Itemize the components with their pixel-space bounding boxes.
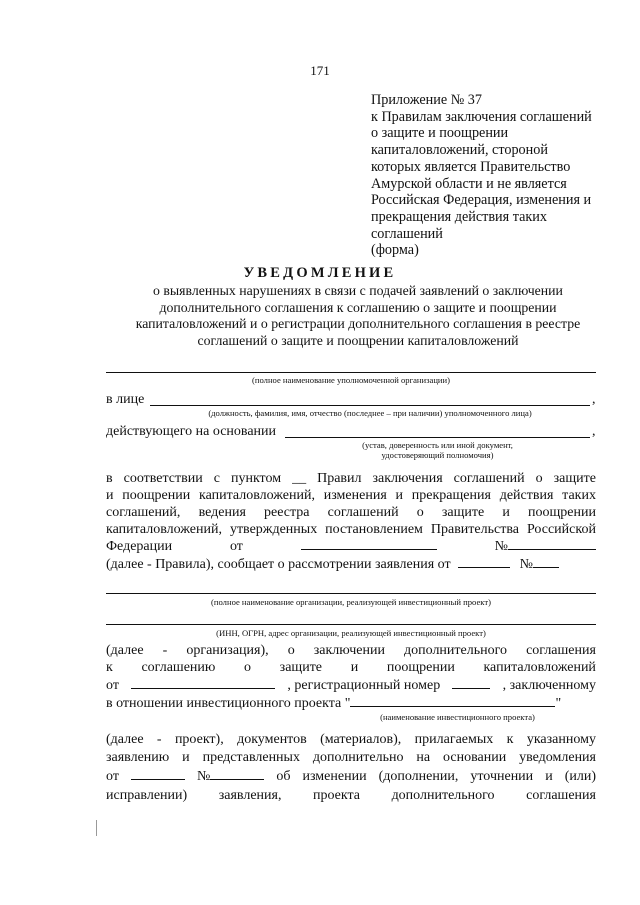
word: Российской	[526, 522, 596, 537]
word: о	[244, 660, 252, 675]
investor-org-field-line[interactable]	[106, 593, 596, 594]
word: соглашений,	[106, 505, 181, 520]
word: о	[535, 471, 543, 486]
word: Правил	[317, 471, 362, 486]
word: изменения	[323, 488, 387, 503]
word: заявлению	[106, 750, 170, 765]
word: поощрении	[386, 660, 455, 675]
word: защите	[553, 471, 596, 486]
paragraph-line	[106, 487, 596, 504]
paragraph-line	[106, 521, 596, 538]
paragraph-line	[106, 677, 596, 694]
word: уведомления	[519, 750, 596, 765]
appendix-line: к Правилам заключения соглашений	[371, 108, 592, 125]
paragraph-line	[106, 695, 561, 712]
word: (далее	[106, 732, 144, 747]
word: -	[156, 732, 162, 747]
word: -	[162, 643, 168, 658]
word: и	[182, 750, 190, 765]
word: соглашения	[526, 643, 596, 658]
word: соответствии	[123, 471, 203, 486]
paragraph-line	[106, 768, 596, 785]
paragraph-text: (далее - Правила), сообщает о рассмотрении заявления от	[106, 557, 451, 572]
word: пунктом	[230, 471, 282, 486]
number-sign: №	[494, 539, 508, 554]
word: (материалов),	[320, 732, 402, 747]
person-caption: (должность, фамилия, имя, отчество (последнее – при наличии) уполномоченного лица)	[208, 408, 532, 418]
word: основании	[443, 750, 507, 765]
appendix-line: о защите и поощрении	[371, 125, 509, 142]
notice-date-field[interactable]	[131, 768, 185, 780]
word: от	[106, 678, 119, 693]
document-subtitle	[100, 283, 616, 349]
word: поощрении	[528, 505, 596, 520]
word: постановлением	[325, 522, 423, 537]
word: и	[502, 505, 510, 520]
word: поощрении	[122, 488, 191, 503]
word: и	[106, 488, 114, 503]
word: и	[395, 488, 404, 503]
word: проекта	[313, 788, 361, 803]
decree-number-field[interactable]	[508, 538, 596, 550]
word: уточнении	[470, 769, 534, 784]
subtitle-line: соглашений о защите и поощрении капиталовложений	[197, 332, 519, 348]
paragraph-line	[106, 787, 596, 804]
word: от	[229, 539, 243, 554]
in-person-label: в лице	[106, 392, 145, 407]
appendix-line: (форма)	[371, 242, 419, 259]
appendix-block	[371, 92, 592, 259]
word: заявления,	[218, 788, 282, 803]
appendix-line: Амурской области и не является	[371, 175, 567, 192]
word: и	[350, 660, 359, 675]
paragraph-line	[106, 556, 559, 573]
word: дополнительного	[404, 643, 508, 658]
basis-caption-line: (устав, доверенность или иной документ,	[362, 440, 513, 450]
page-number: 171	[310, 63, 330, 78]
paragraph-line	[106, 731, 596, 748]
word: в	[106, 471, 113, 486]
word: заключения	[372, 471, 443, 486]
word: к	[106, 660, 113, 675]
project-name-field[interactable]	[350, 695, 555, 707]
word: прекращения	[411, 488, 491, 503]
word: от	[106, 769, 119, 784]
word: о	[416, 505, 424, 520]
word: реестра	[264, 505, 310, 520]
word: исправлении)	[106, 788, 188, 803]
appendix-line: которых является Правительство	[371, 158, 571, 175]
subtitle-line: о выявленных нарушениях в связи с подачей заявлений о заключении	[153, 283, 563, 298]
appendix-line: соглашений	[371, 225, 443, 242]
paragraph-text: , регистрационный номер	[287, 678, 441, 693]
word: действия	[499, 488, 554, 503]
word: защите	[279, 660, 323, 675]
word: о	[287, 643, 295, 658]
word: соглашений	[327, 505, 399, 520]
org-name-caption: (полное наименование уполномоченной организации)	[252, 375, 450, 385]
word: (дополнении,	[378, 769, 459, 784]
paragraph-line	[106, 470, 596, 487]
word: (далее	[106, 643, 144, 658]
comma: ,	[592, 392, 596, 407]
basis-caption-line: удостоверяющий полномочия)	[381, 450, 494, 460]
word: на	[416, 750, 431, 765]
agreement-date-field[interactable]	[131, 677, 275, 689]
application-date-field[interactable]	[458, 556, 510, 568]
paragraph-text: , заключенному	[502, 678, 596, 693]
appendix-line: Приложение № 37	[371, 92, 482, 108]
word: указанному	[526, 732, 596, 747]
word: соглашения	[526, 788, 596, 803]
word: ведения	[198, 505, 246, 520]
word: капиталовложений,	[106, 522, 222, 537]
basis-field-line[interactable]	[285, 437, 590, 438]
person-field-line[interactable]	[150, 405, 590, 406]
blank-field[interactable]: __	[292, 471, 307, 486]
comma: ,	[592, 424, 596, 439]
word: (или)	[564, 769, 596, 784]
word: заключении	[313, 643, 385, 658]
inn-caption: (ИНН, ОГРН, адрес организации, реализующей инвестиционный проект)	[216, 628, 486, 638]
quote: "	[555, 696, 562, 711]
word: об	[276, 769, 291, 784]
word: изменении	[302, 769, 367, 784]
appendix-line: Российская Федерация, изменения и	[371, 192, 592, 209]
investor-org-caption: (полное наименование организации, реализующей инвестиционный проект)	[211, 597, 491, 607]
word: капиталовложений,	[199, 488, 315, 503]
word: и	[545, 769, 553, 784]
word: утвержденных	[229, 522, 318, 537]
subtitle-line: капиталовложений и о регистрации дополнительного соглашения в реестре	[135, 316, 581, 331]
number-sign: №	[196, 769, 211, 784]
notice-number-field[interactable]	[210, 768, 264, 780]
word: проект),	[174, 732, 224, 747]
word: Правительства	[430, 522, 519, 537]
paragraph-line	[106, 659, 596, 676]
org-name-field-line[interactable]	[106, 372, 596, 373]
inn-field-line[interactable]	[106, 624, 596, 625]
word: таких	[562, 488, 596, 503]
subtitle-line: дополнительного соглашения к соглашению о защите и поощрении	[159, 299, 557, 315]
project-caption: (наименование инвестиционного проекта)	[380, 712, 535, 722]
paragraph-line	[106, 538, 596, 555]
word: к	[506, 732, 514, 747]
application-number-field[interactable]	[533, 556, 559, 568]
word: дополнительного	[391, 788, 495, 803]
word: соглашению	[141, 660, 216, 675]
word: дополнительно	[312, 750, 404, 765]
word: соглашений	[453, 471, 525, 486]
word: представленных	[202, 750, 300, 765]
acting-basis-label: действующего на основании	[106, 424, 277, 439]
paragraph-line	[106, 504, 596, 521]
word: документов	[237, 732, 307, 747]
paragraph-text: в отношении инвестиционного проекта "	[106, 696, 351, 711]
word: организация),	[186, 643, 269, 658]
word: прилагаемых	[414, 732, 494, 747]
appendix-line: капиталовложений, стороной	[371, 142, 548, 159]
word: капиталовложений	[483, 660, 596, 675]
paragraph-line	[106, 642, 596, 659]
margin-mark	[96, 820, 97, 836]
number-sign: №	[519, 557, 533, 572]
paragraph-line	[106, 749, 596, 766]
word: с	[213, 471, 220, 486]
decree-date-field[interactable]	[301, 538, 437, 550]
word: Федерации	[106, 539, 173, 554]
word: защите	[441, 505, 485, 520]
registration-number-field[interactable]	[452, 677, 490, 689]
appendix-line: прекращения действия таких	[371, 208, 547, 225]
document-title: УВЕДОМЛЕНИЕ	[243, 265, 397, 281]
